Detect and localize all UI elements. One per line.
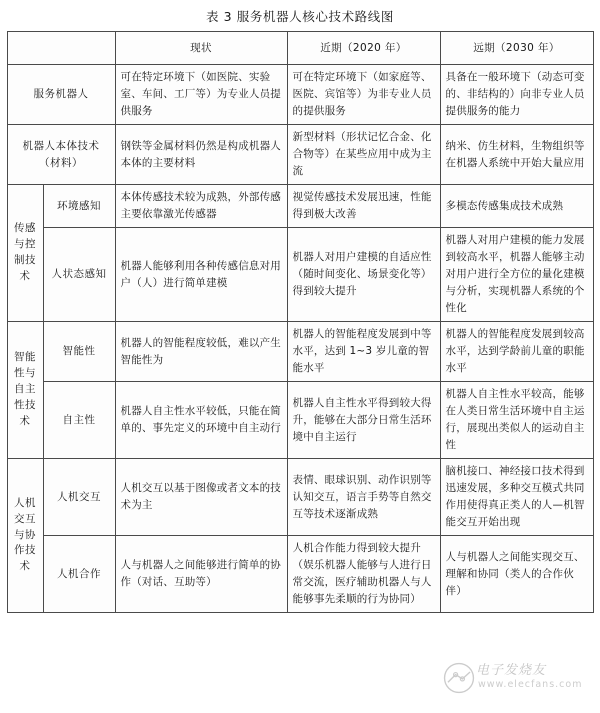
watermark [442,653,592,707]
table-row [7,536,593,613]
page-title: 表 3 服务机器人核心技术路线图 [205,9,394,24]
row-label-intelligence: 智能性 [43,322,115,382]
cell-current: 可在特定环境下（如医院、实验室、车间、工厂等）为专业人员提供服务 [115,65,287,125]
cell-far: 具备在一般环境下（动态可变的、非结构的）向非专业人员提供服务的能力 [440,65,593,125]
row-label-autonomy: 自主性 [43,382,115,459]
cell-near: 人机合作能力得到较大提升（娱乐机器人能够与人进行日常交流，医疗辅助机器人与人能够事先柔顺的行为协同） [287,536,440,613]
header-corner [7,32,115,65]
table-row [7,185,593,228]
table-header-row [7,32,593,65]
cell-far: 机器人自主性水平较高，能够在人类日常生活环境中自主运行，展现出类似人的运动自主性 [440,382,593,459]
group-label-text: 智能性与自主性技术 [14,351,36,427]
cell-current: 本体传感技术较为成熟，外部传感主要依靠激光传感器 [115,185,287,228]
cell-near: 机器人对用户建模的自适应性（随时间变化、场景变化等）得到较大提升 [287,228,440,322]
row-label-body-material: 机器人本体技术（材料） [7,125,115,185]
watermark-brand: 电子发烧友 [476,663,547,678]
cell-current: 人机交互以基于图像或者文本的技术为主 [115,459,287,536]
cell-far: 多模态传感集成技术成熟 [440,185,593,228]
group-label-intelligence-autonomy [7,322,43,459]
row-label-human-robot-interaction: 人机交互 [43,459,115,536]
cell-far: 机器人的智能程度发展到较高水平，达到学龄前儿童的职能水平 [440,322,593,382]
column-header-current: 现状 [115,32,287,65]
cell-current: 机器人的智能程度较低，难以产生智能性为 [115,322,287,382]
watermark-logo-icon [442,661,476,695]
group-label-text: 人机交互与协作技术 [14,496,36,573]
cell-near: 表情、眼球识别、动作识别等认知交互，语言手势等自然交互等技术逐渐成熟 [287,459,440,536]
cell-current: 机器人自主性水平较低，只能在简单的、事先定义的环境中自主动行 [115,382,287,459]
cell-near: 机器人自主性水平得到较大得升，能够在大部分日常生活环境中自主运行 [287,382,440,459]
group-label-hri-collaboration [7,459,43,613]
row-label-environment-perception: 环境感知 [43,185,115,228]
column-header-far: 远期（2030 年） [440,32,593,65]
roadmap-table [7,31,594,613]
watermark-url: www.elecfans.com [478,679,583,690]
group-label-text: 传感与控制技术 [14,222,36,282]
row-label-service-robot: 服务机器人 [7,65,115,125]
cell-current: 钢铁等金属材料仍然是构成机器人本体的主要材料 [115,125,287,185]
table-row [7,228,593,322]
table-body [7,65,593,613]
column-header-near: 近期（2020 年） [287,32,440,65]
row-label-human-state-perception: 人状态感知 [43,228,115,322]
cell-near: 视觉传感技术发展迅速，性能得到极大改善 [287,185,440,228]
table-header [7,32,593,65]
table-row [7,459,593,536]
row-label-human-robot-cooperation: 人机合作 [43,536,115,613]
table-row [7,65,593,125]
table-row [7,125,593,185]
group-label-sensing-control [7,185,43,322]
cell-current: 人与机器人之间能够进行简单的协作（对话、互助等） [115,536,287,613]
cell-near: 可在特定环境下（如家庭等、医院、宾馆等）为非专业人员的提供服务 [287,65,440,125]
cell-current: 机器人能够利用各种传感信息对用户（人）进行简单建模 [115,228,287,322]
table-row [7,382,593,459]
cell-near: 新型材料（形状记忆合金、化合物等）在某些应用中成为主流 [287,125,440,185]
cell-far: 脑机接口、神经接口技术得到迅速发展，多种交互模式共同作用使得真正类人的人—机智能交互开始出现 [440,459,593,536]
table-row [7,322,593,382]
cell-far: 机器人对用户建模的能力发展到较高水平，机器人能够主动对用户进行全方位的量化建模与分析，实现机器人系统的个性化 [440,228,593,322]
cell-near: 机器人的智能程度发展到中等水平，达到 1~3 岁儿童的智能水平 [287,322,440,382]
cell-far: 人与机器人之间能实现交互、理解和协同（类人的合作伙伴） [440,536,593,613]
cell-far: 纳米、仿生材料，生物组织等在机器人系统中开始大量应用 [440,125,593,185]
